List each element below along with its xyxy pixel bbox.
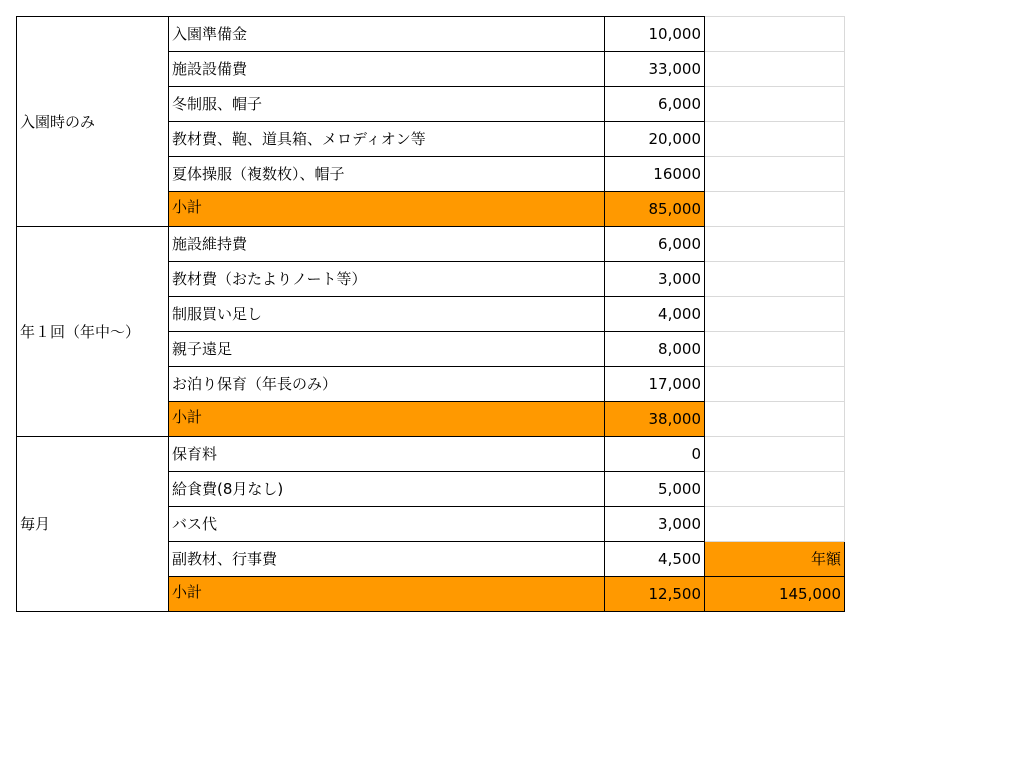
item-label-cell[interactable]: 保育料	[169, 437, 605, 472]
empty-cell[interactable]	[705, 17, 845, 52]
item-label-cell[interactable]: 制服買い足し	[169, 297, 605, 332]
item-label-cell[interactable]: 入園準備金	[169, 17, 605, 52]
item-label-cell[interactable]: 副教材、行事費	[169, 542, 605, 577]
item-amount-cell[interactable]: 8,000	[605, 332, 705, 367]
item-label-cell[interactable]: 教材費（おたよりノート等）	[169, 262, 605, 297]
item-amount-cell[interactable]: 6,000	[605, 87, 705, 122]
empty-cell[interactable]	[705, 402, 845, 437]
empty-cell[interactable]	[705, 367, 845, 402]
category-cell[interactable]: 年１回（年中～）	[17, 227, 169, 437]
empty-cell[interactable]	[705, 437, 845, 472]
item-amount-cell[interactable]: 17,000	[605, 367, 705, 402]
item-label-cell[interactable]: 夏体操服（複数枚）、帽子	[169, 157, 605, 192]
item-label-cell[interactable]: 施設維持費	[169, 227, 605, 262]
subtotal-label-cell[interactable]: 小計	[169, 192, 605, 227]
empty-cell[interactable]	[705, 227, 845, 262]
empty-cell[interactable]	[705, 157, 845, 192]
subtotal-label-cell[interactable]: 小計	[169, 402, 605, 437]
item-label-cell[interactable]: お泊り保育（年長のみ）	[169, 367, 605, 402]
subtotal-amount-cell[interactable]: 38,000	[605, 402, 705, 437]
item-label-cell[interactable]: 給食費(8月なし)	[169, 472, 605, 507]
item-label-cell[interactable]: バス代	[169, 507, 605, 542]
annual-total-cell[interactable]: 145,000	[705, 577, 845, 612]
empty-cell[interactable]	[705, 122, 845, 157]
subtotal-label-cell[interactable]: 小計	[169, 577, 605, 612]
item-amount-cell[interactable]: 5,000	[605, 472, 705, 507]
table-row	[17, 227, 845, 262]
empty-cell[interactable]	[705, 262, 845, 297]
subtotal-amount-cell[interactable]: 85,000	[605, 192, 705, 227]
table-row	[17, 437, 845, 472]
item-amount-cell[interactable]: 10,000	[605, 17, 705, 52]
expense-table	[16, 16, 845, 612]
item-label-cell[interactable]: 教材費、鞄、道具箱、メロディオン等	[169, 122, 605, 157]
empty-cell[interactable]	[705, 192, 845, 227]
item-amount-cell[interactable]: 3,000	[605, 262, 705, 297]
item-amount-cell[interactable]: 3,000	[605, 507, 705, 542]
empty-cell[interactable]	[705, 297, 845, 332]
table-row	[17, 17, 845, 52]
item-label-cell[interactable]: 施設設備費	[169, 52, 605, 87]
item-label-cell[interactable]: 冬制服、帽子	[169, 87, 605, 122]
empty-cell[interactable]	[705, 472, 845, 507]
annual-label-cell[interactable]: 年額	[705, 542, 845, 577]
subtotal-amount-cell[interactable]: 12,500	[605, 577, 705, 612]
item-amount-cell[interactable]: 16000	[605, 157, 705, 192]
item-amount-cell[interactable]: 4,000	[605, 297, 705, 332]
item-amount-cell[interactable]: 33,000	[605, 52, 705, 87]
empty-cell[interactable]	[705, 507, 845, 542]
item-label-cell[interactable]: 親子遠足	[169, 332, 605, 367]
empty-cell[interactable]	[705, 332, 845, 367]
empty-cell[interactable]	[705, 87, 845, 122]
item-amount-cell[interactable]: 4,500	[605, 542, 705, 577]
empty-cell[interactable]	[705, 52, 845, 87]
category-cell[interactable]: 毎月	[17, 437, 169, 612]
item-amount-cell[interactable]: 20,000	[605, 122, 705, 157]
category-cell[interactable]: 入園時のみ	[17, 17, 169, 227]
item-amount-cell[interactable]: 0	[605, 437, 705, 472]
item-amount-cell[interactable]: 6,000	[605, 227, 705, 262]
